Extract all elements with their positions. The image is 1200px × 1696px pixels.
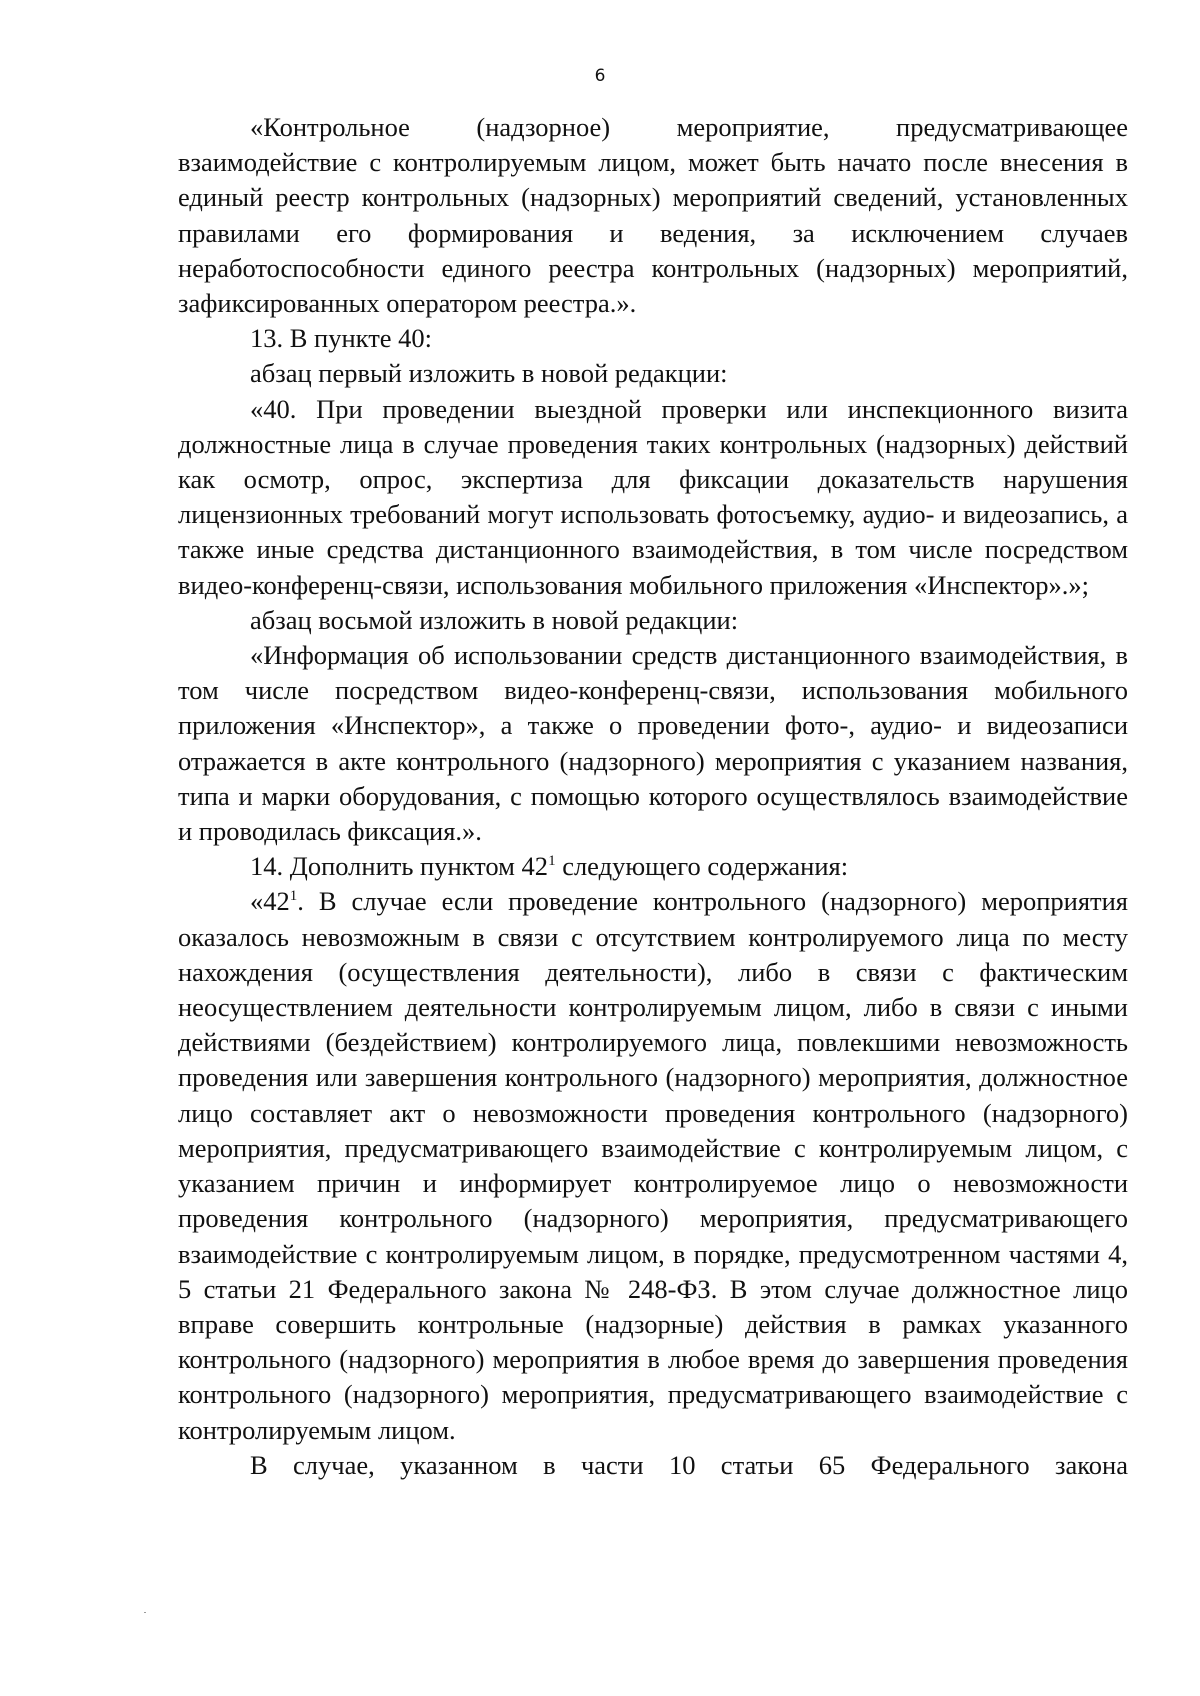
point-42-1-superscript: 1 [289,888,298,905]
paragraph-point-40-new-text: «40. При проведении выездной проверки или инспекционного визита должностные лица в случае проведения таких контрольных (надзорных) действий как осмотр, опрос, экспертиза для фиксации доказательств нарушения лицензионных требований могут использовать фотосъемку, аудио- и видеозапись, а также иные средства дистанционного взаимодействия, в том числе посредством видео-конференц-связи, использования мобильного приложения «Инспектор».»; [178,393,1128,600]
item-14-text-before: 14. Дополнить пунктом 42 [250,851,549,882]
paragraph-event-start-condition: «Контрольное (надзорное) мероприятие, предусматривающее взаимодействие с контролируемым лицом, может быть начато после внесения в единый реестр контрольных (надзорных) мероприятий сведений, установленных правилами его формирования и ведения, за исключением случаев неработоспособности единого реестра контрольных (надзорных) мероприятий, зафиксированных оператором реестра.». [178,112,1128,319]
item-14-superscript: 1 [548,853,556,870]
paragraph-information-on-remote-tools: «Информация об использовании средств дистанционного взаимодействия, в том числе посредством видео-конференц-связи, использования мобильного приложения «Инспектор», а также о проведении фото-, аудио- и видеозаписи отражается в акте контрольного (надзорного) мероприятия с указанием названия, типа и марки оборудования, с помощью которого осуществлялось взаимодействие и проводилась фиксация.». [178,640,1128,847]
point-42-1-text-before: «42 [250,886,290,917]
point-42-1-text-after: . В случае если проведение контрольного (надзорного) мероприятия оказалось невозможным в связи с отсутствием контролируемого лица по месту нахождения (осуществления деятельности), либо в связи с фактическим неосуществлением деятельности контролируемым лицом, либо в связи с иными действиями (бездействием) контролируемого лица, повлекшими невозможность проведения или завершения контрольного (надзорного) мероприятия, должностное лицо составляет акт о невозможности проведения контрольного (надзорного) мероприятия, предусматривающего взаимодействие с контролируемым лицом, с указанием причин и информирует контролируемое лицо о невозможности проведения контрольного (надзорного) мероприятия, предусматривающего взаимодействие с контролируемым лицом, в порядке, предусмотренном частями 4, 5 статьи 21 Федерального закона № 248-ФЗ. В этом случае должностное лицо вправе совершить контрольные (надзорные) действия в рамках указанного контрольного (надзорного) мероприятия в любое время до завершения проведения контрольного (надзорного) мероприятия, предусматривающего взаимодействие с контролируемым лицом. [178,886,1128,1445]
paragraph-part-10-article-65-start: В случае, указанном в части 10 статьи 65 Федерального закона [250,1449,1128,1480]
document-body [178,110,1128,1483]
paragraph-point-42-1-text [178,884,1128,1447]
paragraph-item-13-heading: 13. В пункте 40: [250,323,433,354]
item-14-text-after: следующего содержания: [555,851,849,882]
page-number: 6 [594,66,606,86]
paragraph-item-14-heading [178,849,1128,884]
paragraph-eighth-abzac-instruction: абзац восьмой изложить в новой редакции: [250,604,739,635]
scan-speck [144,1612,146,1613]
paragraph-first-abzac-instruction: абзац первый изложить в новой редакции: [250,358,728,389]
